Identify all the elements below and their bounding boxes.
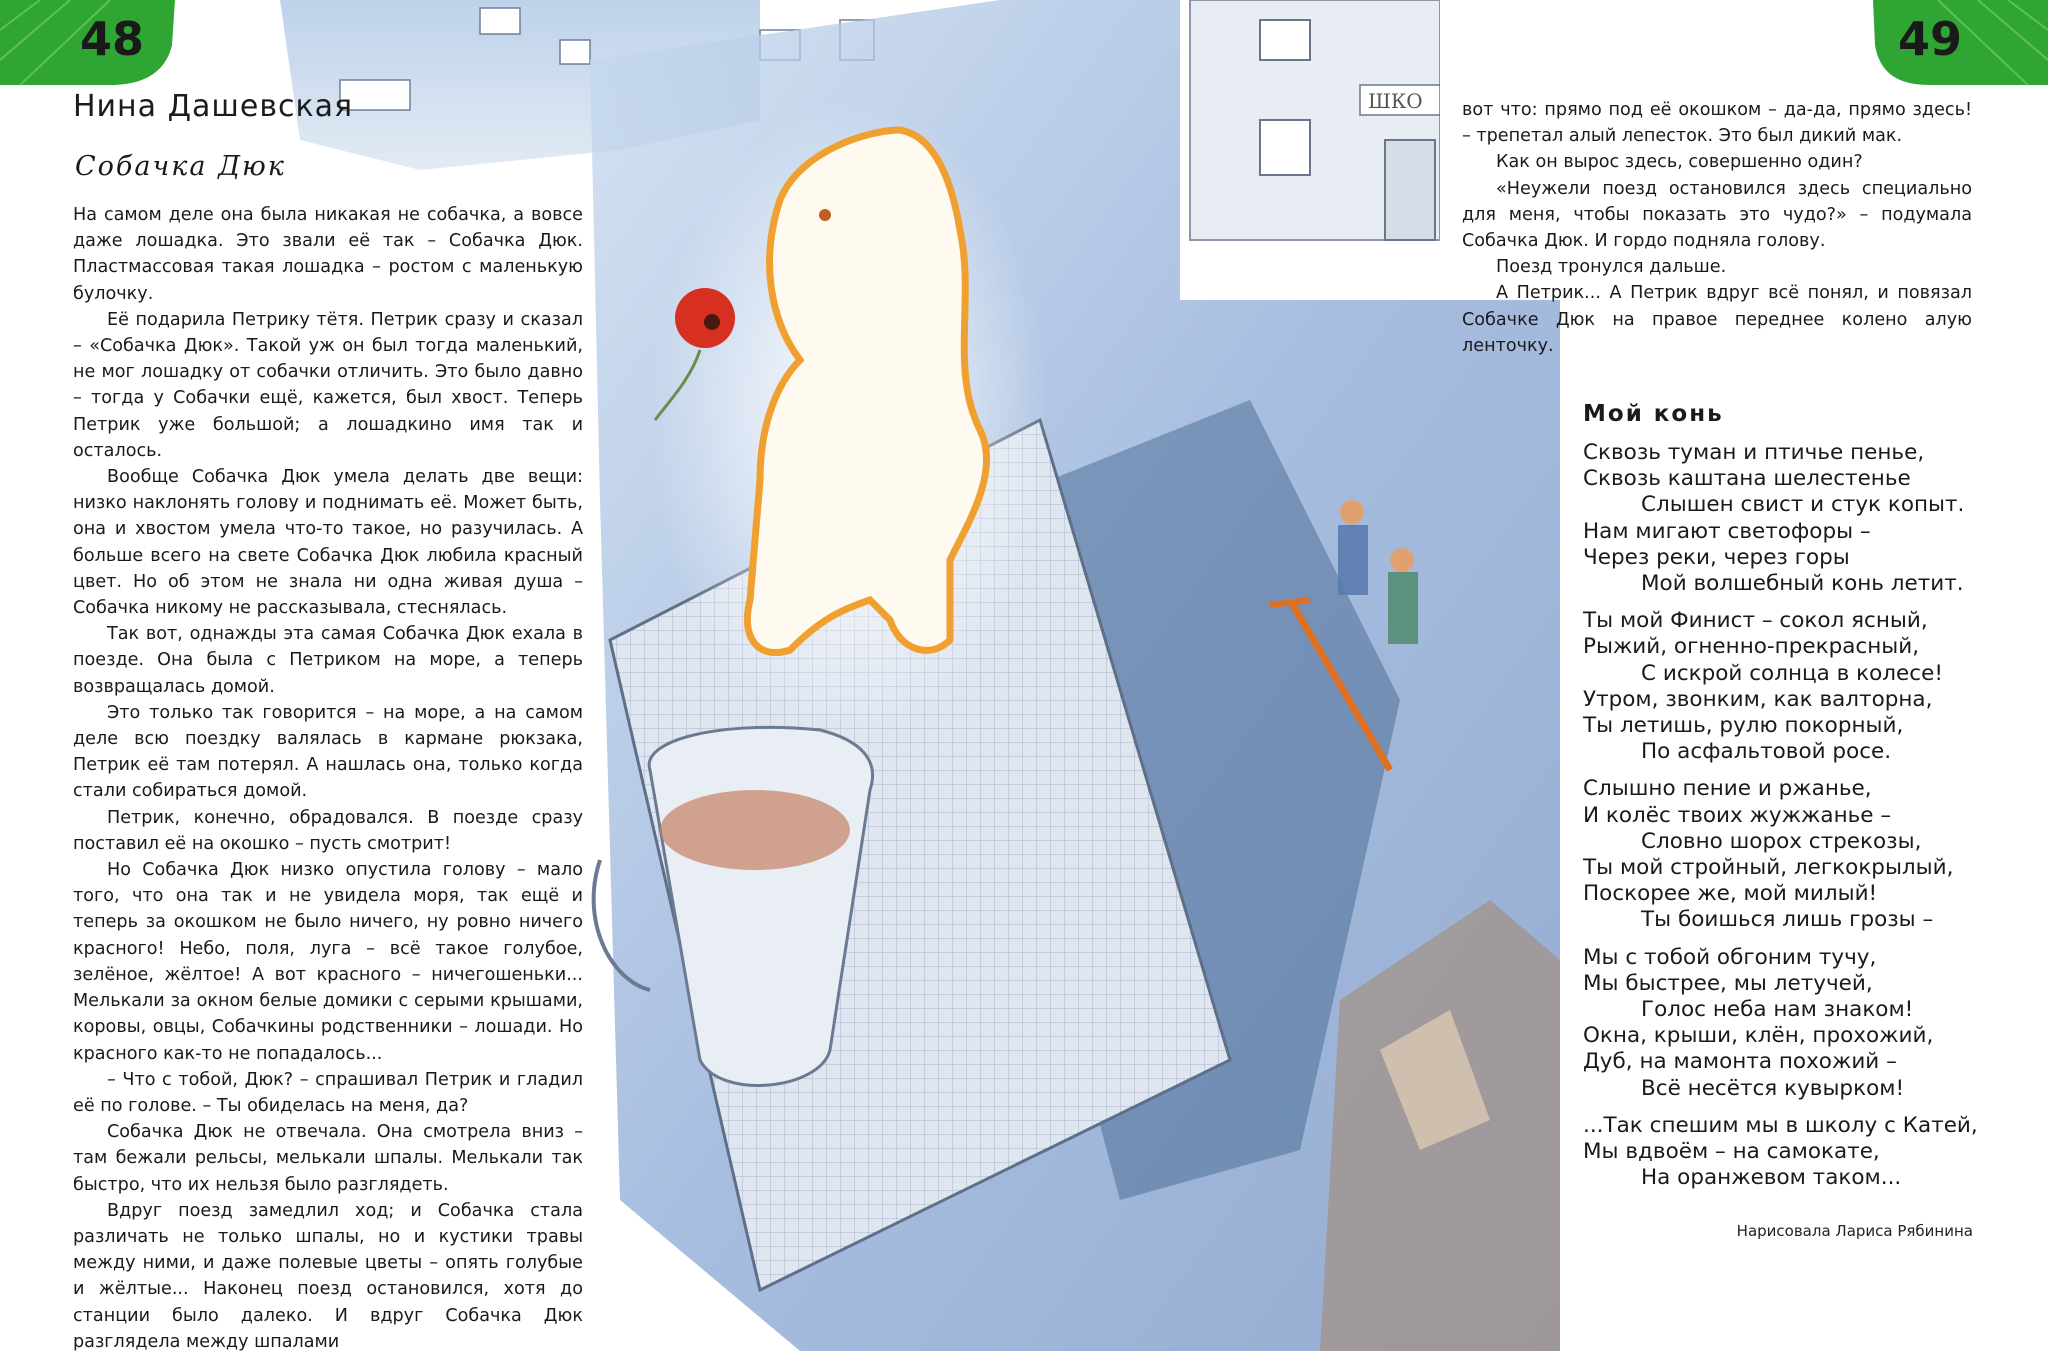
story-paragraph: Но Собачка Дюк низко опустила голову – мало того, что она так и не увидела моря, так ещё и теперь за окошком не было ничего, ну ровно ничего красного! Небо, поля, луга – всё такое голубое, зелёное, жёлтое! А вот красного – ничегошеньки... Мелькали за окном белые домики с серыми крышами, коровы, овцы, Собачкины родственники – лошади. Но красного как-то не попадалось... bbox=[73, 860, 583, 1064]
poem-title: Мой конь bbox=[1583, 401, 1724, 427]
page-number-left bbox=[0, 0, 180, 80]
story-title: Собачка Дюк bbox=[75, 151, 286, 182]
poem-line: Голос неба нам знаком! bbox=[1641, 997, 1914, 1023]
poem-body bbox=[1583, 440, 2003, 1191]
story-paragraph: А Петрик... А Петрик вдруг всё понял, и повязал Собачке Дюк на правое переднее колено алую ленточку. bbox=[1462, 283, 1972, 356]
story-paragraph: Вдруг поезд замедлил ход; и Собачка стала различать не только шпалы, но и кустики травы между ними, и даже полевые цветы – опять голубые и жёлтые... Наконец поезд остановился, хотя до станции было далеко. И вдруг Собачка Дюк разглядела между шпалами bbox=[73, 1200, 583, 1351]
poem-stanza bbox=[1583, 440, 2003, 597]
poem-stanza bbox=[1583, 1113, 2003, 1192]
story-paragraph: вот что: прямо под её окошком – да-да, прямо здесь! – трепетал алый лепесток. Это был дикий мак. bbox=[1462, 100, 1972, 147]
poem-line: Мы вдвоём – на самокате, bbox=[1583, 1139, 1880, 1165]
story-paragraph: Это только так говорится – на море, а на самом деле всю поездку валялась в кармане рюкзака, Петрик её там потерял. А нашлась она, только когда стали собираться домой. bbox=[73, 702, 583, 802]
poem-line: Ты мой стройный, легкокрылый, bbox=[1583, 855, 1954, 881]
poem-line: Слышно пение и ржанье, bbox=[1583, 776, 1872, 802]
page-number-48: 48 bbox=[80, 12, 145, 66]
poem-line: Окна, крыши, клён, прохожий, bbox=[1583, 1023, 1934, 1049]
story-paragraph: Как он вырос здесь, совершенно один? bbox=[1496, 152, 1863, 173]
poem-line: Дуб, на мамонта похожий – bbox=[1583, 1049, 1897, 1075]
left-text-column bbox=[73, 90, 583, 1351]
poem-line: Ты боишься лишь грозы – bbox=[1641, 907, 1934, 933]
story-text bbox=[73, 202, 583, 1351]
poem-stanza bbox=[1583, 945, 2003, 1102]
page-number-right bbox=[1868, 0, 2048, 80]
story-paragraph: «Неужели поезд остановился здесь специально для меня, чтобы показать это чудо?» – подумала Собачка Дюк. И гордо подняла голову. bbox=[1462, 178, 1972, 252]
story-paragraph: Вообще Собачка Дюк умела делать две вещи: низко наклонять голову и поднимать её. Может быть, она и хвостом умела что-то такое, но разучилась. А больше всего на свете Собачка Дюк любила красный цвет. Но об этом не знала ни одна живая душа – Собачка никому не рассказывала, стеснялась. bbox=[73, 467, 583, 619]
poem-line: С искрой солнца в колесе! bbox=[1641, 660, 1943, 686]
poem-line: Ты мой Финист – сокол ясный, bbox=[1583, 608, 1928, 634]
poem-line: На оранжевом таком... bbox=[1641, 1165, 1902, 1191]
poem-line: По асфальтовой росе. bbox=[1641, 739, 1892, 765]
illustrator-credit: Нарисовала Лариса Рябинина bbox=[1736, 1222, 1973, 1240]
poem-line: Мой волшебный конь летит. bbox=[1641, 571, 1964, 597]
poem-line: Утром, звонким, как валторна, bbox=[1583, 686, 1933, 712]
poem-line: Всё несётся кувырком! bbox=[1641, 1075, 1905, 1101]
poem-line: И колёс твоих жужжанье – bbox=[1583, 802, 1892, 828]
story-paragraph: Собачка Дюк не отвечала. Она смотрела вниз – там бежали рельсы, мелькали шпалы. Мелькали так быстро, что их нельзя было разглядеть. bbox=[73, 1122, 583, 1195]
poem-line: Слышен свист и стук копыт. bbox=[1641, 492, 1965, 518]
school-sign: ШКО bbox=[1368, 89, 1423, 113]
page-number-49: 49 bbox=[1898, 12, 1963, 66]
poem-line: Рыжий, огненно-прекрасный, bbox=[1583, 634, 1920, 660]
story-continuation bbox=[1462, 97, 1972, 359]
poem-line: ...Так спешим мы в школу с Катей, bbox=[1583, 1112, 1978, 1138]
story-paragraph: – Что с тобой, Дюк? – спрашивал Петрик и гладил её по голове. – Ты обиделась на меня, да? bbox=[73, 1069, 583, 1116]
toy-horse bbox=[747, 130, 986, 653]
poem bbox=[1583, 398, 2003, 1202]
school-building bbox=[1190, 0, 1440, 240]
author-name: Нина Дашевская bbox=[73, 89, 354, 124]
poem-line: Сквозь туман и птичье пенье, bbox=[1583, 440, 1925, 465]
poem-line: Сквозь каштана шелестенье bbox=[1583, 466, 1911, 492]
poem-line: Поскорее же, мой милый! bbox=[1583, 881, 1878, 907]
poem-stanza bbox=[1583, 608, 2003, 765]
poem-line: Мы быстрее, мы летучей, bbox=[1583, 970, 1873, 996]
poem-line: Ты летишь, рулю покорный, bbox=[1583, 713, 1904, 739]
poem-line: Через реки, через горы bbox=[1583, 544, 1850, 570]
poem-stanza bbox=[1583, 776, 2003, 933]
poem-line: Мы с тобой обгоним тучу, bbox=[1583, 944, 1877, 970]
story-paragraph: Поезд тронулся дальше. bbox=[1496, 257, 1727, 278]
story-paragraph: На самом деле она была никакая не собачка, а вовсе даже лошадка. Это звали её так – Собачка Дюк. Пластмассовая такая лошадка – ростом с маленькую булочку. bbox=[73, 205, 583, 304]
story-paragraph: Её подарила Петрику тётя. Петрик сразу и сказал – «Собачка Дюк». Такой уж он был тогда маленький, не мог лошадку от собачки отличить. Это было давно – тогда у Собачки ещё, кажется, был хвост. Теперь Петрик уже большой; а лошадкино имя так и осталось. bbox=[73, 309, 583, 461]
story-paragraph: Петрик, конечно, обрадовался. В поезде сразу поставил её на окошко – пусть смотрит! bbox=[73, 807, 583, 854]
poem-line: Словно шорох стрекозы, bbox=[1641, 828, 1922, 854]
poem-line: Нам мигают светофоры – bbox=[1583, 518, 1871, 544]
story-paragraph: Так вот, однажды эта самая Собачка Дюк ехала в поезде. Она была с Петриком на море, а теперь возвращалась домой. bbox=[73, 624, 583, 697]
